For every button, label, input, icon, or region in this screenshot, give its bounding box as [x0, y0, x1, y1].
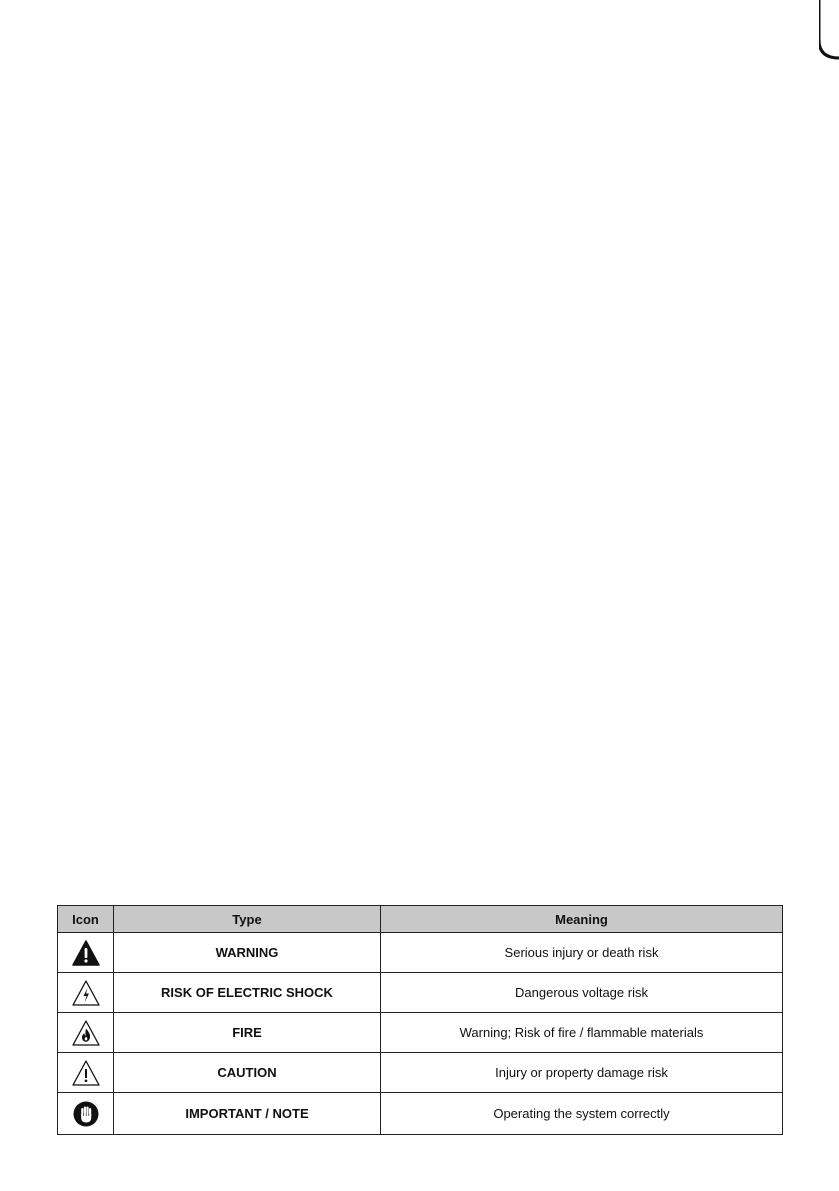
icon-cell	[58, 973, 114, 1013]
safety-symbols-table	[57, 905, 783, 1135]
icon-cell	[58, 1053, 114, 1093]
meaning-cell: Warning; Risk of fire / flammable materials	[381, 1013, 783, 1053]
header-meaning: Meaning	[381, 906, 783, 933]
icon-cell	[58, 1093, 114, 1135]
hand-stop-circle-icon	[72, 1100, 100, 1128]
header-type: Type	[114, 906, 381, 933]
meaning-cell: Operating the system correctly	[381, 1093, 783, 1135]
fire-triangle-icon	[72, 1019, 100, 1047]
table-row	[58, 973, 783, 1013]
table-row	[58, 1093, 783, 1135]
header-icon: Icon	[58, 906, 114, 933]
filled-warning-triangle-icon	[72, 939, 100, 967]
meaning-cell: Dangerous voltage risk	[381, 973, 783, 1013]
electric-shock-triangle-icon	[72, 979, 100, 1007]
type-cell: IMPORTANT / NOTE	[114, 1093, 381, 1135]
icon-cell	[58, 1013, 114, 1053]
meaning-cell: Serious injury or death risk	[381, 933, 783, 973]
type-cell: CAUTION	[114, 1053, 381, 1093]
type-cell: RISK OF ELECTRIC SHOCK	[114, 973, 381, 1013]
meaning-cell: Injury or property damage risk	[381, 1053, 783, 1093]
table-row	[58, 933, 783, 973]
type-cell: WARNING	[114, 933, 381, 973]
table-row	[58, 1053, 783, 1093]
table-row	[58, 1013, 783, 1053]
page-corner-mark	[819, 0, 839, 60]
icon-cell	[58, 933, 114, 973]
caution-triangle-icon	[72, 1059, 100, 1087]
type-cell: FIRE	[114, 1013, 381, 1053]
table-header-row	[58, 906, 783, 933]
